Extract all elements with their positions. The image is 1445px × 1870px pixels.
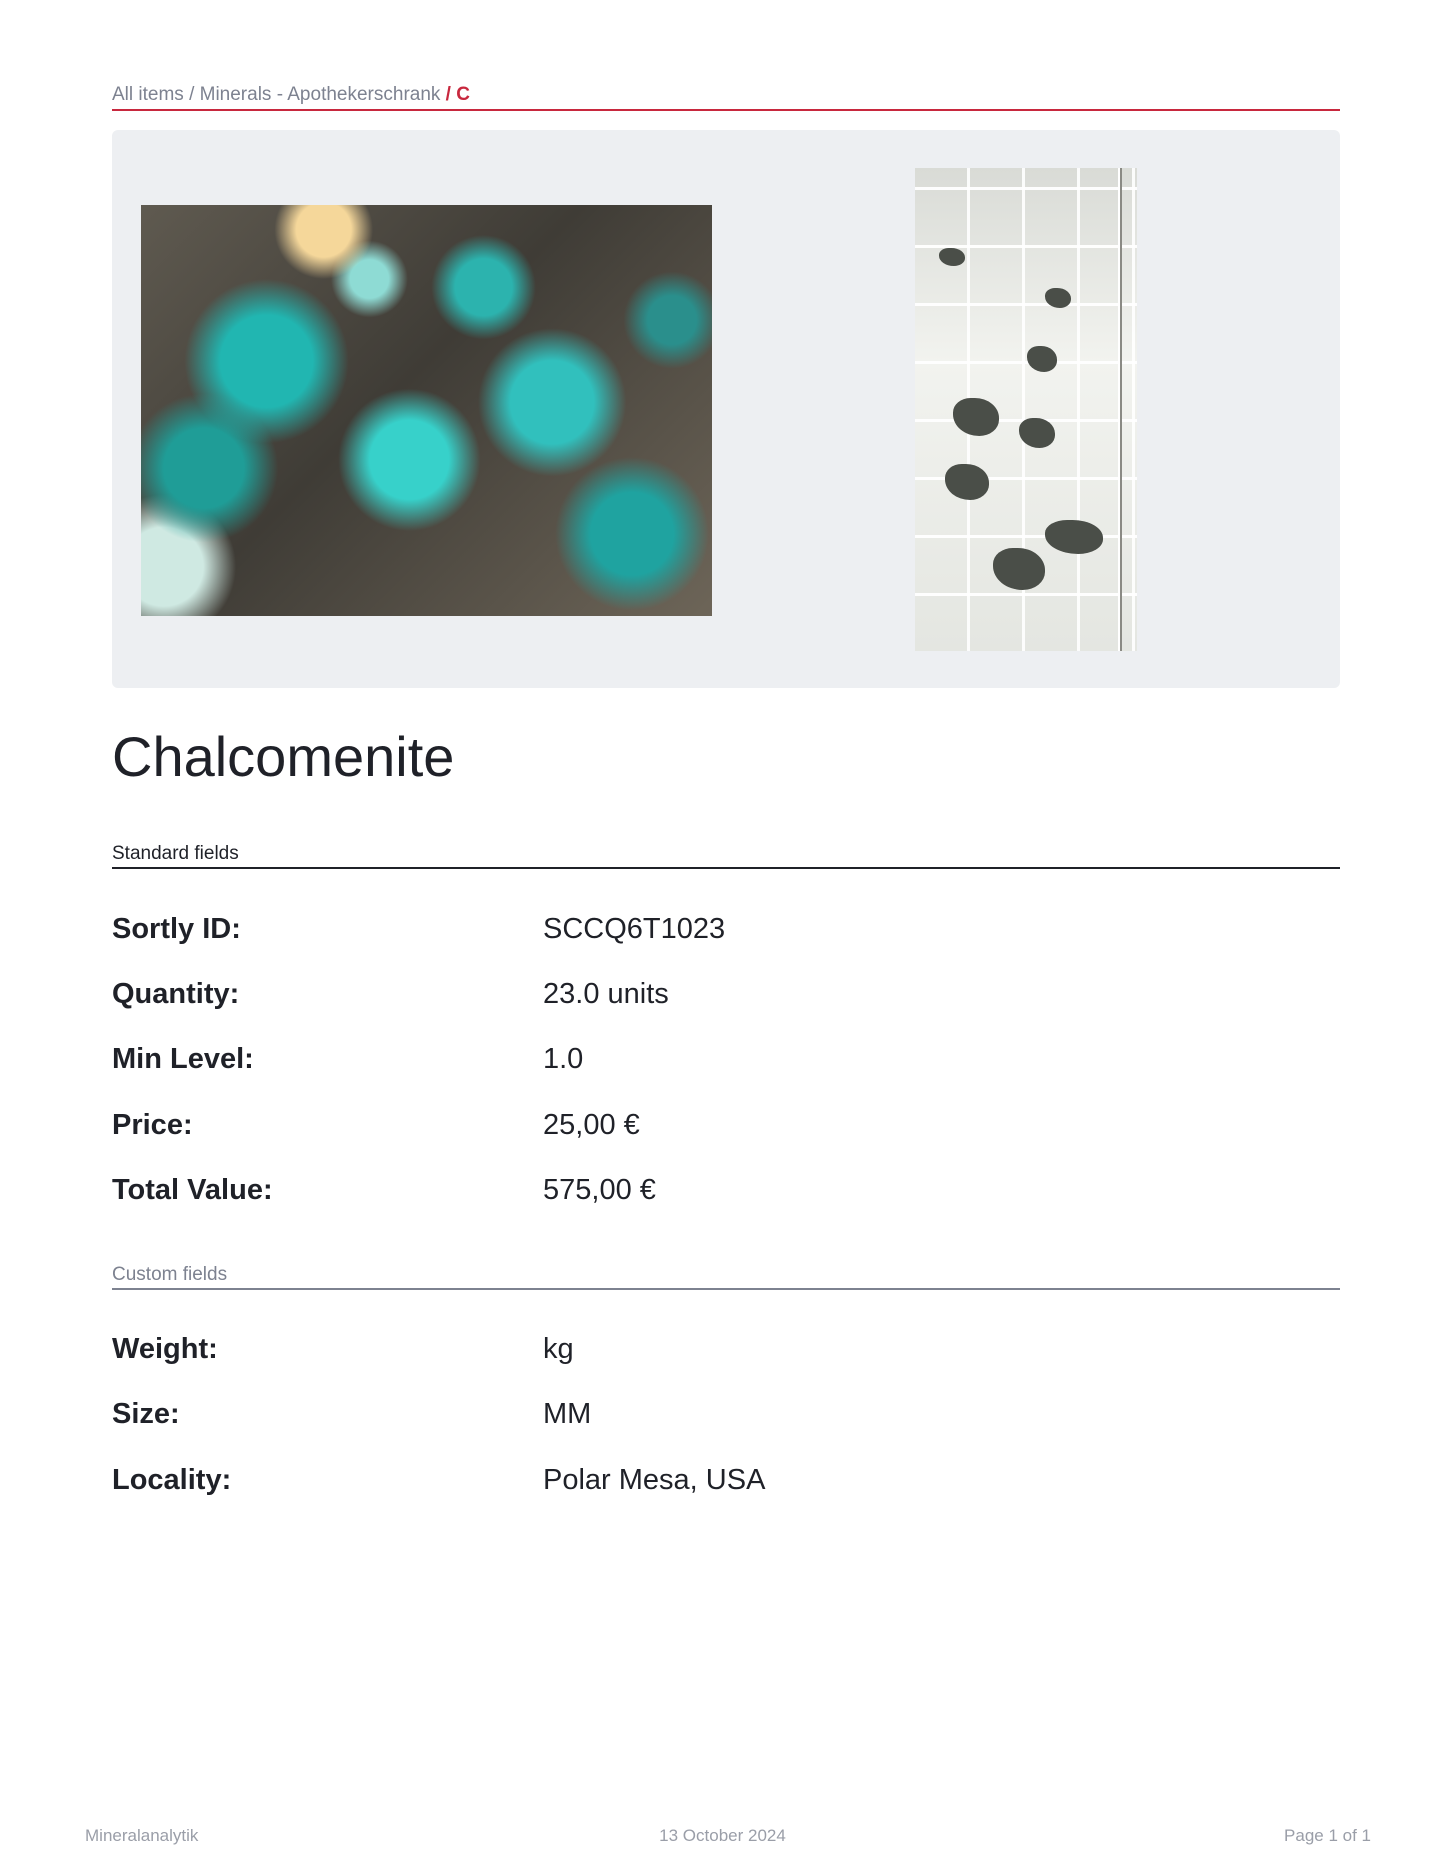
item-title: Chalcomenite [112, 725, 455, 788]
breadcrumb-current: / C [440, 84, 470, 105]
field-value: 575,00 € [543, 1174, 656, 1206]
item-photo-crystals[interactable] [141, 205, 712, 616]
photo-gallery [112, 130, 1340, 688]
standard-fields-heading: Standard fields [112, 843, 1340, 869]
field-label: Sortly ID: [112, 913, 241, 945]
breadcrumb [112, 84, 1340, 111]
footer-company: Mineralanalytik [85, 1826, 199, 1845]
field-label: Locality: [112, 1464, 232, 1496]
field-value: Polar Mesa, USA [543, 1464, 766, 1496]
breadcrumb-path[interactable]: All items / Minerals - Apothekerschrank [112, 84, 441, 105]
field-row-size [112, 1398, 1340, 1438]
field-label: Price: [112, 1109, 193, 1141]
field-row-sortly-id [112, 913, 1340, 953]
field-row-min-level [112, 1043, 1340, 1083]
footer-page-number: Page 1 of 1 [1284, 1826, 1371, 1845]
field-label: Total Value: [112, 1174, 273, 1206]
field-value: MM [543, 1398, 592, 1430]
field-row-locality [112, 1464, 1340, 1504]
field-row-price [112, 1109, 1340, 1149]
field-value: 23.0 units [543, 978, 669, 1010]
field-value: 25,00 € [543, 1109, 640, 1141]
field-label: Quantity: [112, 978, 240, 1010]
item-photo-cabinet[interactable] [915, 168, 1137, 651]
field-label: Weight: [112, 1333, 218, 1365]
field-value: kg [543, 1333, 574, 1365]
field-label: Min Level: [112, 1043, 254, 1075]
footer-date: 13 October 2024 [659, 1826, 786, 1845]
field-value: SCCQ6T1023 [543, 913, 726, 945]
field-label: Size: [112, 1398, 180, 1430]
field-row-quantity [112, 978, 1340, 1018]
custom-fields-heading: Custom fields [112, 1264, 1340, 1290]
field-value: 1.0 [543, 1043, 584, 1075]
field-row-weight [112, 1333, 1340, 1373]
field-row-total-value [112, 1174, 1340, 1214]
